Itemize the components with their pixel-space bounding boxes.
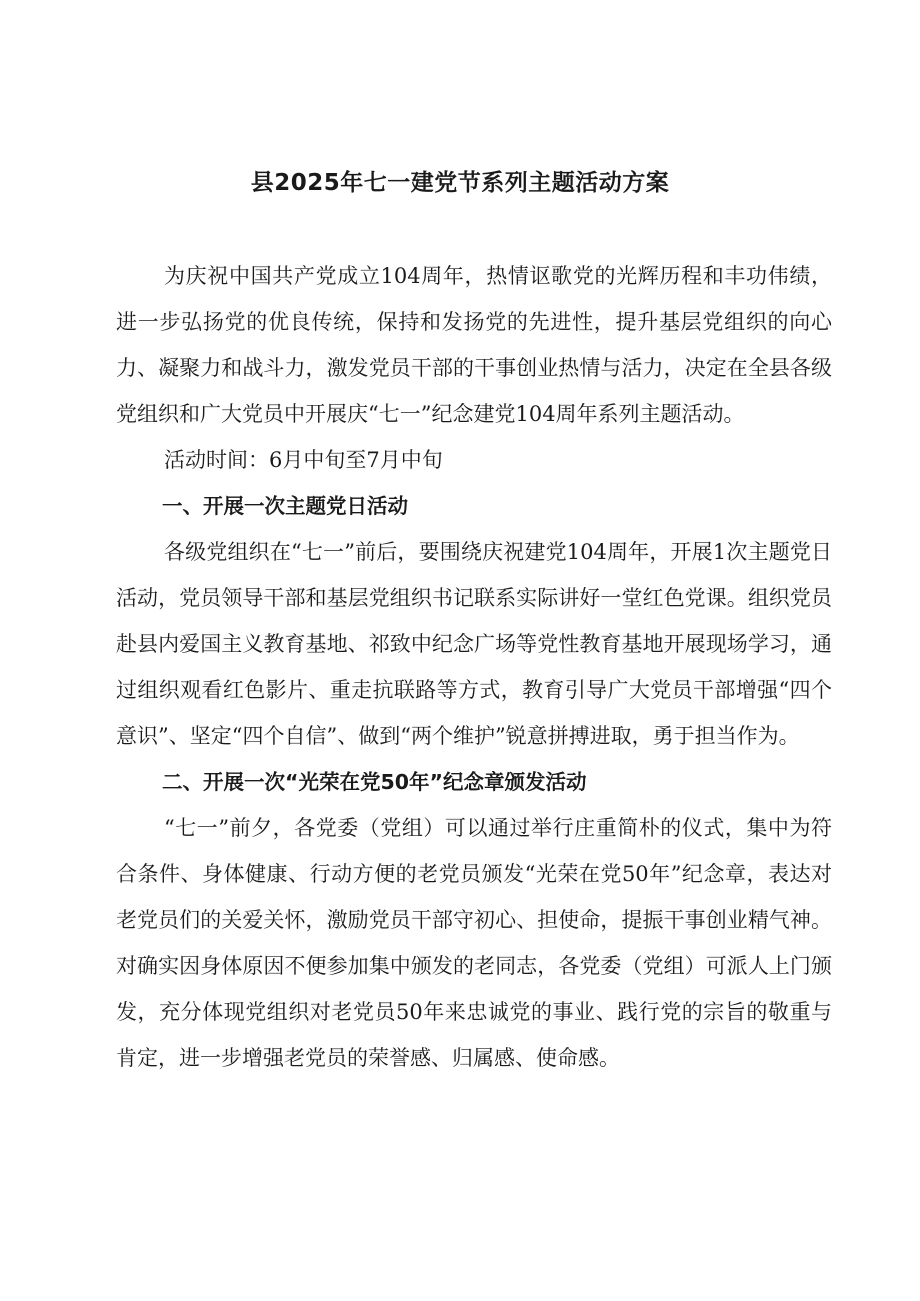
section-heading-2: 二、开展一次“光荣在党50年”纪念章颁发活动 (162, 770, 587, 794)
document-body (116, 253, 832, 1081)
section-heading-1: 一、开展一次主题党日活动 (162, 494, 408, 518)
section-body-1: 各级党组织在“七一”前后，要围绕庆祝建党104周年，开展1次主题党日活动，党员领导干部和基层党组织书记联系实际讲好一堂红色党课。组织党员赴县内爱国主义教育基地、祁致中纪念广场等党性教育基地开展现场学习，通过组织观看红色影片、重走抗联路等方式，教育引导广大党员干部增强“四个意识”、坚定“四个自信”、做到“两个维护”锐意拼搏进取，勇于担当作为。 (116, 540, 832, 748)
document-title: 县2025年七一建党节系列主题活动方案 (250, 170, 670, 196)
activity-time: 活动时间：6月中旬至7月中旬 (164, 448, 443, 472)
section-body-2: “七一”前夕，各党委（党组）可以通过举行庄重简朴的仪式，集中为符合条件、身体健康、行动方便的老党员颁发“光荣在党50年”纪念章，表达对老党员们的关爱关怀，激励党员干部守初心、担使命，提振干事创业精气神。对确实因身体原因不便参加集中颁发的老同志，各党委（党组）可派人上门颁发，充分体现党组织对老党员50年来忠诚党的事业、践行党的宗旨的敬重与肯定，进一步增强老党员的荣誉感、归属感、使命感。 (116, 816, 832, 1070)
intro-paragraph: 为庆祝中国共产党成立104周年，热情讴歌党的光辉历程和丰功伟绩，进一步弘扬党的优良传统，保持和发扬党的先进性，提升基层党组织的向心力、凝聚力和战斗力，激发党员干部的干事创业热情与活力，决定在全县各级党组织和广大党员中开展庆“七一”纪念建党104周年系列主题活动。 (116, 264, 832, 426)
